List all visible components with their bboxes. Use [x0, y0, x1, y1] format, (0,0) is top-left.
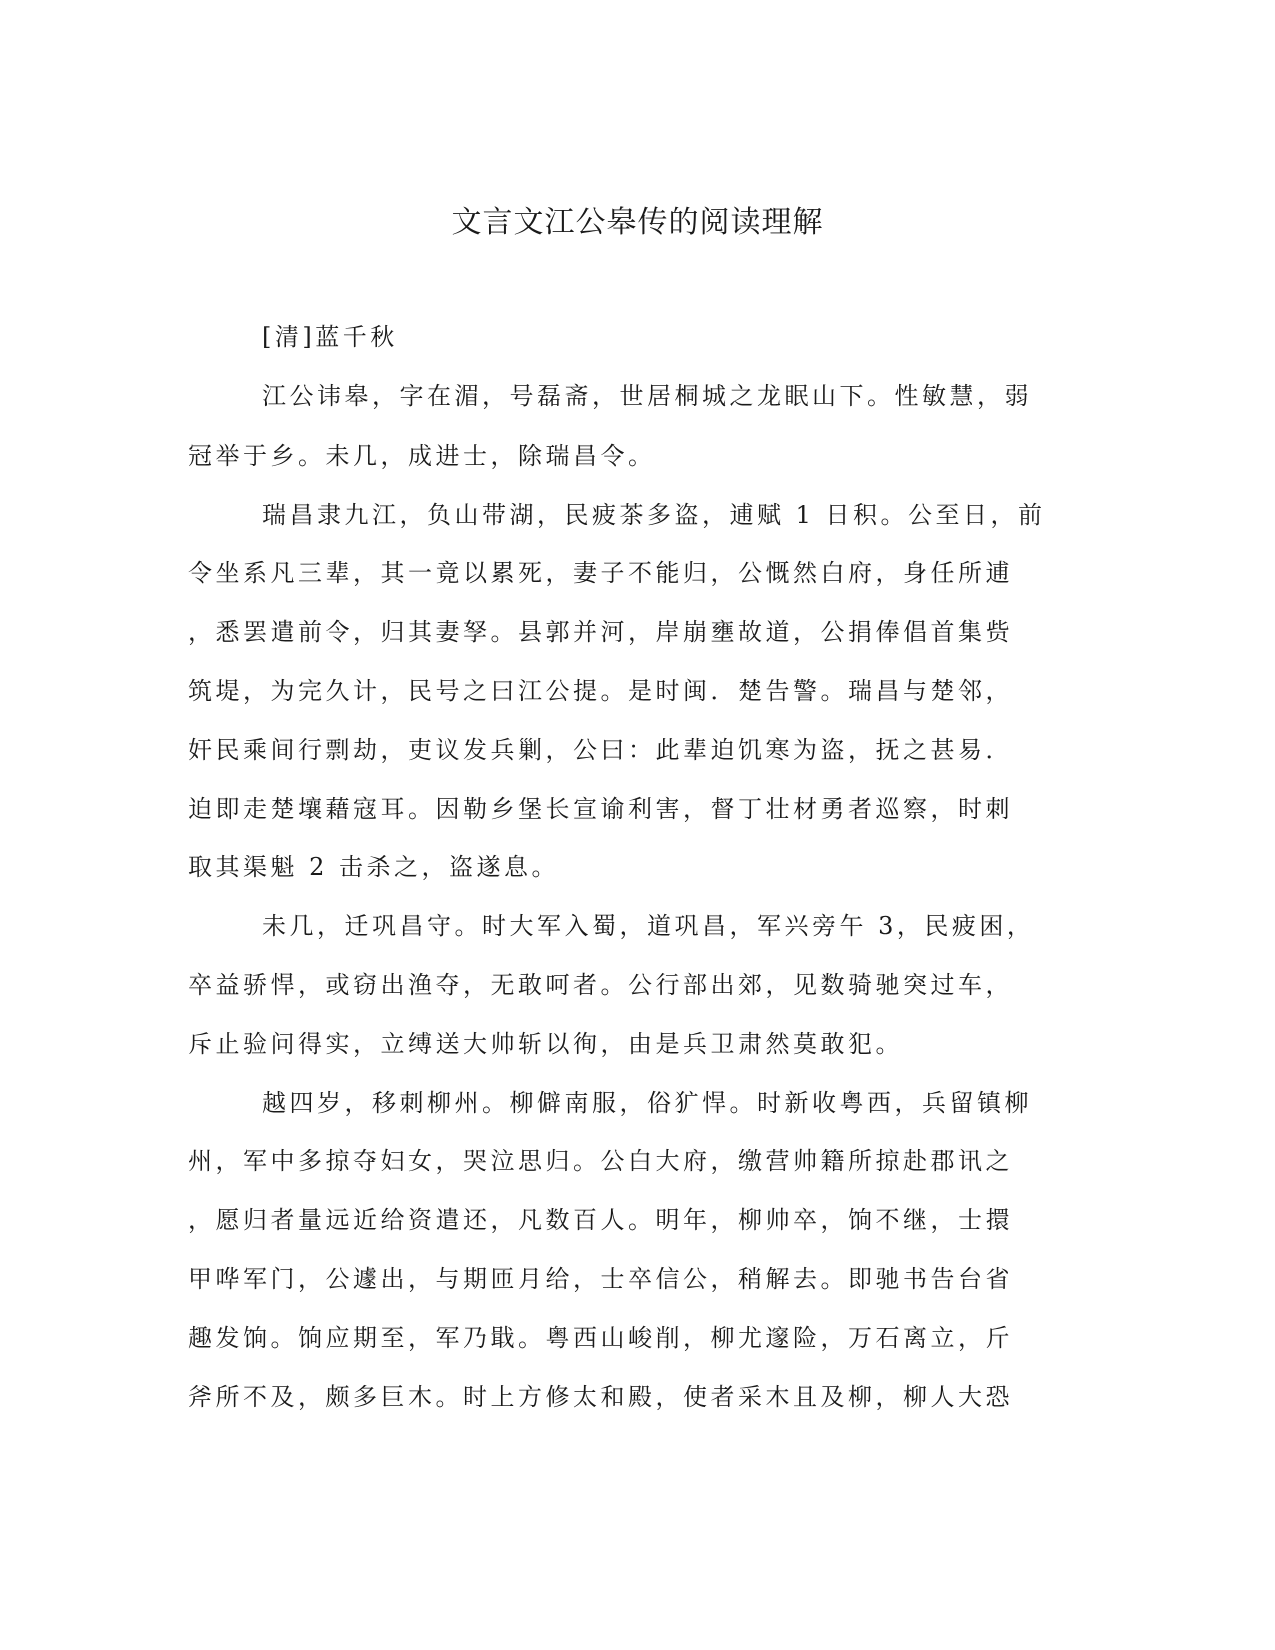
text-line: ，悉罢遣前令，归其妻孥。县郭并河，岸崩壅故道，公捐俸倡首集赀	[188, 618, 1013, 646]
text-line: 州，军中多掠夺妇女，哭泣思归。公白大府，缴营帅籍所掠赴郡讯之	[188, 1147, 1013, 1175]
text-line: 迫即走楚壤藉寇耳。因勒乡堡长宣谕利害，督丁壮材勇者巡察，时刺	[188, 795, 1013, 823]
author-line: [清]蓝千秋	[262, 323, 398, 351]
text-line: 趣发饷。饷应期至，军乃戢。粤西山峻削，柳尤邃险，万石离立，斤	[188, 1324, 1013, 1352]
text-line: 未几，迁巩昌守。时大军入蜀，道巩昌，军兴旁午 3，民疲困，	[262, 912, 1035, 940]
text-line: 卒益骄悍，或窃出渔夺，无敢呵者。公行部出郊，见数骑驰突过车，	[188, 971, 1013, 999]
text-line: 取其渠魁 2 击杀之，盗遂息。	[188, 853, 560, 881]
text-line: 斥止验问得实，立缚送大帅斩以徇，由是兵卫肃然莫敢犯。	[188, 1030, 903, 1058]
text-line: 筑堤，为完久计，民号之曰江公提。是时闽．楚告警。瑞昌与楚邻，	[188, 677, 1013, 705]
text-line: 令坐系凡三辈，其一竟以累死，妻子不能归，公慨然白府，身任所逋	[188, 559, 1013, 587]
text-line: ，愿归者量远近给资遣还，凡数百人。明年，柳帅卒，饷不继，士擐	[188, 1206, 1013, 1234]
document-title: 文言文江公皋传的阅读理解	[451, 205, 824, 240]
text-line: 瑞昌隶九江，负山带湖，民疲茶多盗，逋赋 1 日积。公至日，前	[262, 501, 1046, 529]
text-line: 甲哗军门，公遽出，与期匝月给，士卒信公，稍解去。即驰书告台省	[188, 1265, 1013, 1293]
text-line: 奸民乘间行剽劫，吏议发兵剿，公曰：此辈迫饥寒为盗，抚之甚易．	[188, 736, 1013, 764]
text-line: 越四岁，移刺柳州。柳僻南服，俗犷悍。时新收粤西，兵留镇柳	[262, 1089, 1032, 1117]
text-line: 斧所不及，颇多巨木。时上方修太和殿，使者采木且及柳，柳人大恐	[188, 1383, 1013, 1411]
text-line: 冠举于乡。未几，成进士，除瑞昌令。	[188, 442, 656, 470]
text-line: 江公讳皋，字在湄，号磊斋，世居桐城之龙眠山下。性敏慧，弱	[262, 382, 1032, 410]
